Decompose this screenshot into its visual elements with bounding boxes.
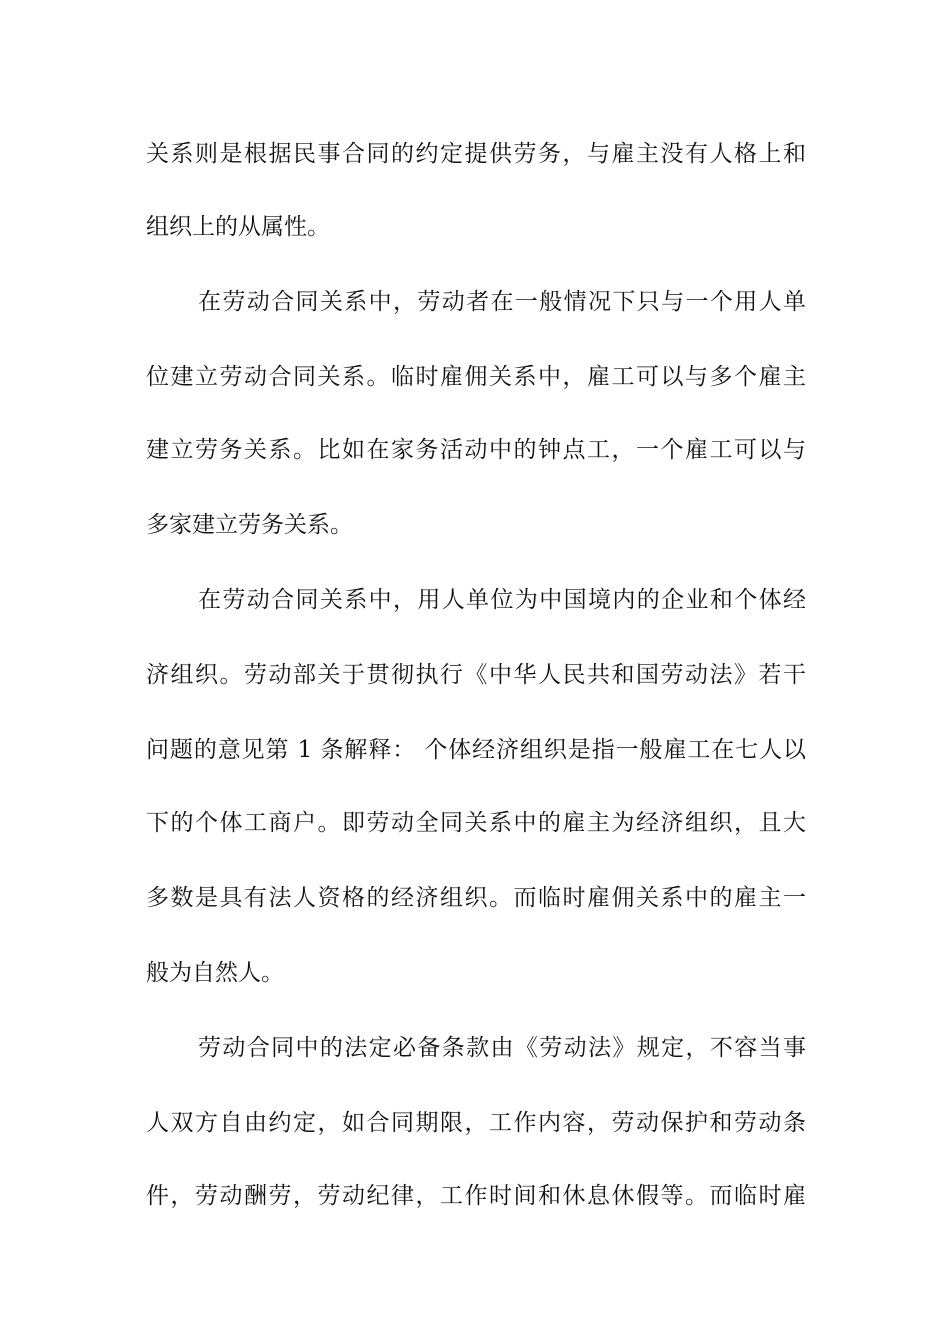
text-line: 建立劳务关系。比如在家务活动中的钟点工，一个雇工可以与 [146,437,806,463]
text-line: 件，劳动酬劳，劳动纪律，工作时间和休息休假等。而临时雇 [146,1183,806,1209]
text-line: 问题的意见第 1 条解释： 个体经济组织是指一般雇工在七人以 [146,737,806,763]
text-line: 关系则是根据民事合同的约定提供劳务，与雇主没有人格上和 [146,141,806,167]
text-line: 人双方自由约定，如合同期限，工作内容，劳动保护和劳动条 [146,1110,806,1136]
text-line: 济组织。劳动部关于贯彻执行《中华人民共和国劳动法》若干 [146,662,806,688]
paragraph-first-line: 在劳动合同关系中，用人单位为中国境内的企业和个体经 [198,587,806,613]
paragraph-first-line: 劳动合同中的法定必备条款由《劳动法》规定，不容当事 [198,1035,806,1061]
text-line: 多家建立劳务关系。 [146,512,353,538]
text-line: 般为自然人。 [146,960,284,986]
text-line: 组织上的从属性。 [146,214,330,240]
text-line: 多数是具有法人资格的经济组织。而临时雇佣关系中的雇主一 [146,885,806,911]
text-line: 位建立劳动合同关系。临时雇佣关系中，雇工可以与多个雇主 [146,364,806,390]
paragraph-first-line: 在劳动合同关系中，劳动者在一般情况下只与一个用人单 [198,289,806,315]
text-line: 下的个体工商户。即劳动全同关系中的雇主为经济组织，且大 [146,810,806,836]
